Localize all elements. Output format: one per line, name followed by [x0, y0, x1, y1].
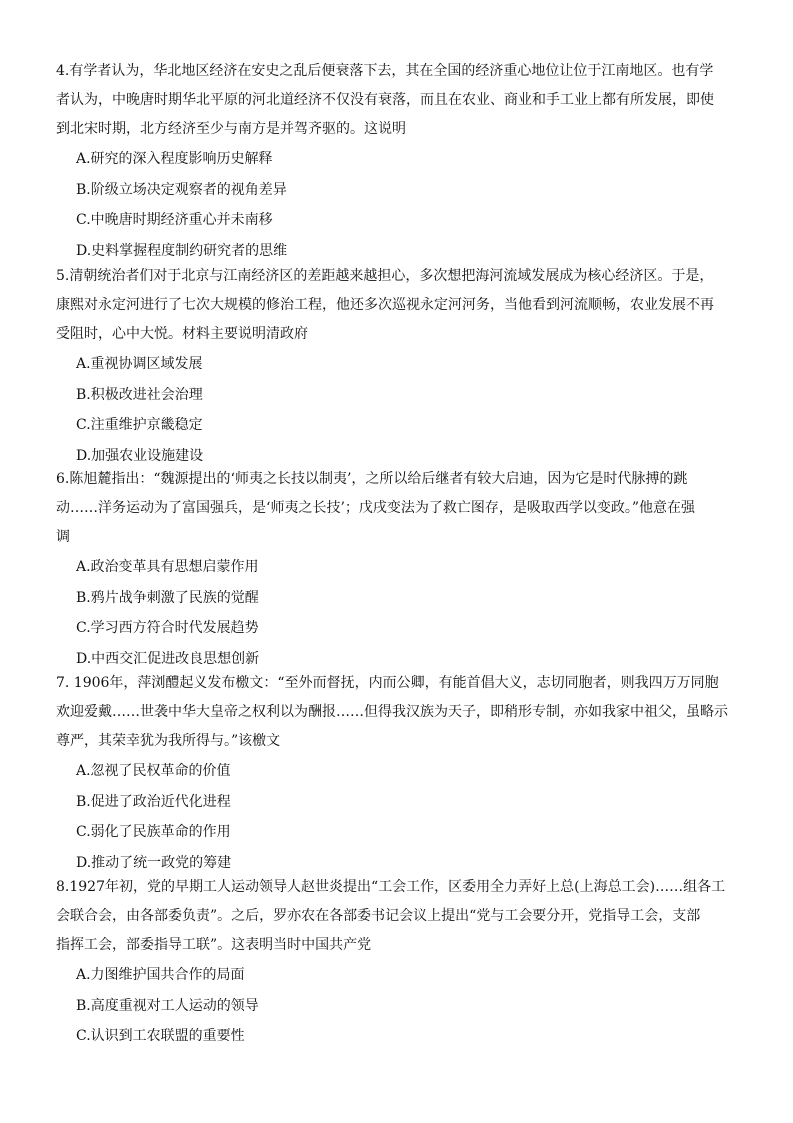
option-b: B.积极改进社会治理: [76, 386, 203, 403]
option-b: B.高度重视对工人运动的领导: [76, 997, 259, 1014]
question-stem-line: 7. 1906年，萍浏醴起义发布檄文：“至外而督抚，内而公卿，有能首倡大义，志切同胞者，则我四万万同胞: [56, 675, 719, 691]
question-6: [56, 465, 738, 674]
option-c: C.注重维护京畿稳定: [76, 417, 203, 433]
question-stem-line: 8.1927年初，党的早期工人运动领导人赵世炎提出“工会工作，区委用全力弄好上总(上海总工会)……组各工: [56, 879, 726, 895]
option-b: B.鸦片战争刺激了民族的觉醒: [76, 589, 259, 606]
option-a: A.政治变革具有思想启蒙作用: [76, 559, 259, 575]
question-stem-line: 6.陈旭麓指出：“魏源提出的‘师夷之长技以制夷’，之所以给后继者有较大启迪，因为它是时代脉搏的跳: [56, 471, 688, 487]
option-c: C.弱化了民族革命的作用: [76, 824, 231, 840]
option-d: D.加强农业设施建设: [76, 447, 204, 464]
option-c: C.学习西方符合时代发展趋势: [76, 620, 259, 636]
question-stem-line: 尊严，其荣幸犹为我所得与。”该檄文: [56, 733, 281, 749]
question-stem-line: 到北宋时期，北方经济至少与南方是并驾齐驱的。这说明: [56, 121, 406, 137]
option-c: C.中晚唐时期经济重心并未南移: [76, 212, 273, 228]
option-c: C.认识到工农联盟的重要性: [76, 1028, 245, 1044]
question-stem-line: 受阻时，心中大悦。材料主要说明清政府: [56, 326, 308, 342]
option-a: A.力图维护国共合作的局面: [76, 967, 245, 983]
question-stem-line: 动……洋务运动为了富国强兵，是‘师夷之长技’；戊戌变法为了救亡图存，是吸取西学以变政。”他意在强: [56, 500, 696, 516]
option-b: B.阶级立场决定观察者的视角差异: [76, 181, 287, 198]
question-stem-line: 者认为，中晚唐时期华北平原的河北道经济不仅没有衰落，而且在农业、商业和手工业上都有所发展，即使: [56, 92, 714, 108]
option-d: D.史料掌握程度制约研究者的思维: [76, 242, 288, 259]
question-7: [56, 669, 738, 878]
question-stem-line: 会联合会，由各部委负责”。之后，罗亦农在各部委书记会议上提出“党与工会要分开，党指导工会，支部: [56, 908, 701, 924]
question-5: [56, 262, 738, 471]
question-stem-line: 调: [56, 529, 70, 545]
question-stem-line: 指挥工会，部委指导工联”。这表明当时中国共产党: [56, 937, 372, 953]
option-a: A.重视协调区域发展: [76, 356, 203, 372]
question-stem-line: 欢迎爱戴……世袭中华大皇帝之权利以为酬报……但得我汉族为天子，即稍形专制，亦如我家中祖父，虽略示: [56, 704, 728, 720]
option-d: D.中西交汇促进改良思想创新: [76, 650, 260, 667]
question-stem-line: 5.清朝统治者们对于北京与江南经济区的差距越来越担心，多次想把海河流域发展成为核心经济区。于是，: [56, 268, 714, 284]
option-a: A.忽视了民权革命的价值: [76, 763, 231, 779]
option-d: D.推动了统一政党的筹建: [76, 854, 232, 871]
question-stem-line: 康熙对永定河进行了七次大规模的修治工程，他还多次巡视永定河河务，当他看到河流顺畅，农业发展不再: [56, 297, 714, 313]
question-stem-line: 4.有学者认为，华北地区经济在安史之乱后便衰落下去，其在全国的经济重心地位让位于江南地区。也有学: [56, 63, 714, 79]
question-8: [56, 873, 738, 1052]
option-b: B.促进了政治近代化进程: [76, 793, 231, 810]
option-a: A.研究的深入程度影响历史解释: [76, 151, 273, 167]
question-4: [56, 57, 738, 266]
